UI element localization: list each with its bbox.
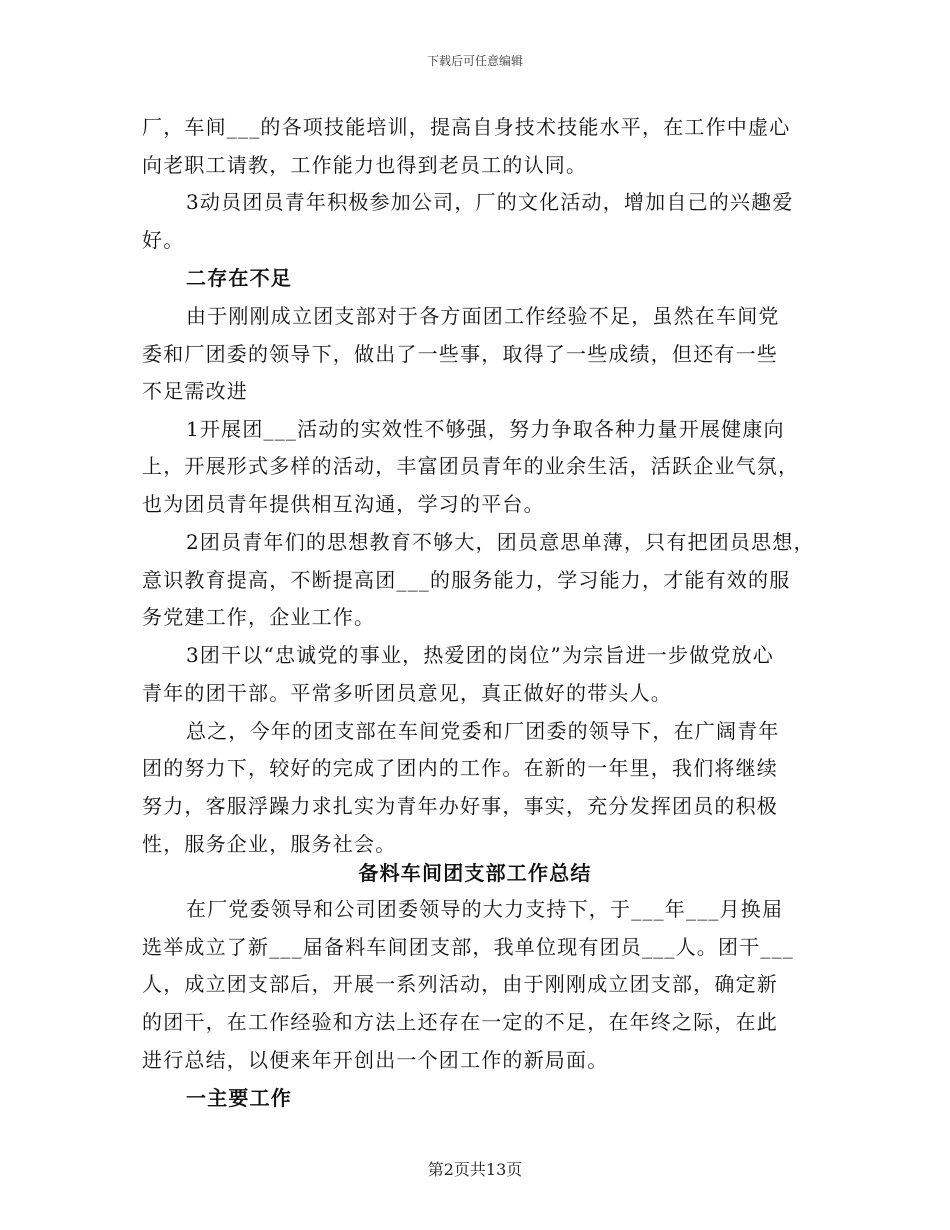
page-footer: 第2页共13页 bbox=[427, 1160, 523, 1179]
section-heading: 一主要工作 bbox=[186, 1086, 292, 1110]
body-line: 3动员团员青年积极参加公司，厂的文化活动，增加自己的兴趣爱 bbox=[186, 190, 794, 214]
body-line: 总之，今年的团支部在车间党委和厂团委的领导下，在广阔青年 bbox=[186, 719, 780, 743]
body-line: 好。 bbox=[142, 228, 185, 252]
body-line: 厂，车间___的各项技能培训，提高自身技术技能水平，在工作中虚心 bbox=[142, 115, 791, 139]
page-header: 下载后可任意编辑 bbox=[426, 54, 523, 68]
body-line: 上，开展形式多样的活动，丰富团员青年的业余生活，活跃企业气氛， bbox=[142, 454, 800, 478]
section-heading: 二存在不足 bbox=[186, 266, 292, 290]
body-line: 不足需改进 bbox=[142, 379, 248, 403]
body-line: 在厂党委领导和公司团委领导的大力支持下，于___年___月换届 bbox=[186, 897, 784, 921]
body-line: 性，服务企业，服务社会。 bbox=[142, 832, 397, 856]
body-line: 选举成立了新___届备料车间团支部，我单位现有团员___人。团干___ bbox=[142, 935, 794, 959]
body-line: 青年的团干部。平常多听团员意见，真正做好的带头人。 bbox=[142, 681, 672, 705]
body-line: 委和厂团委的领导下，做出了一些事，取得了一些成绩，但还有一些 bbox=[142, 342, 778, 366]
body-line: 务党建工作，企业工作。 bbox=[142, 605, 376, 629]
body-line: 由于刚刚成立团支部对于各方面团工作经验不足，虽然在车间党 bbox=[186, 304, 780, 328]
document-title: 备料车间团支部工作总结 bbox=[358, 861, 592, 885]
body-line: 努力，客服浮躁力求扎实为青年办好事，事实，充分发挥团员的积极 bbox=[142, 794, 778, 818]
body-line: 意识教育提高，不断提高团___的服务能力，学习能力，才能有效的服 bbox=[142, 568, 791, 592]
body-line: 也为团员青年提供相互沟通，学习的平台。 bbox=[142, 492, 545, 516]
body-line: 进行总结，以便来年开创出一个团工作的新局面。 bbox=[142, 1048, 609, 1072]
body-line: 人，成立团支部后，开展一系列活动，由于刚刚成立团支部，确定新 bbox=[142, 972, 778, 996]
body-line: 团的努力下，较好的完成了团内的工作。在新的一年里，我们将继续 bbox=[142, 756, 778, 780]
body-line: 2团员青年们的思想教育不够大，团员意思单薄，只有把团员思想， bbox=[186, 530, 815, 554]
body-line: 3团干以“忠诚党的事业，热爱团的岗位”为宗旨进一步做党放心 bbox=[186, 643, 774, 667]
body-line: 向老职工请教，工作能力也得到老员工的认同。 bbox=[142, 153, 588, 177]
body-line: 的团干，在工作经验和方法上还存在一定的不足，在年终之际，在此 bbox=[142, 1010, 778, 1034]
body-line: 1开展团___活动的实效性不够强，努力争取各种力量开展健康向 bbox=[186, 417, 785, 441]
